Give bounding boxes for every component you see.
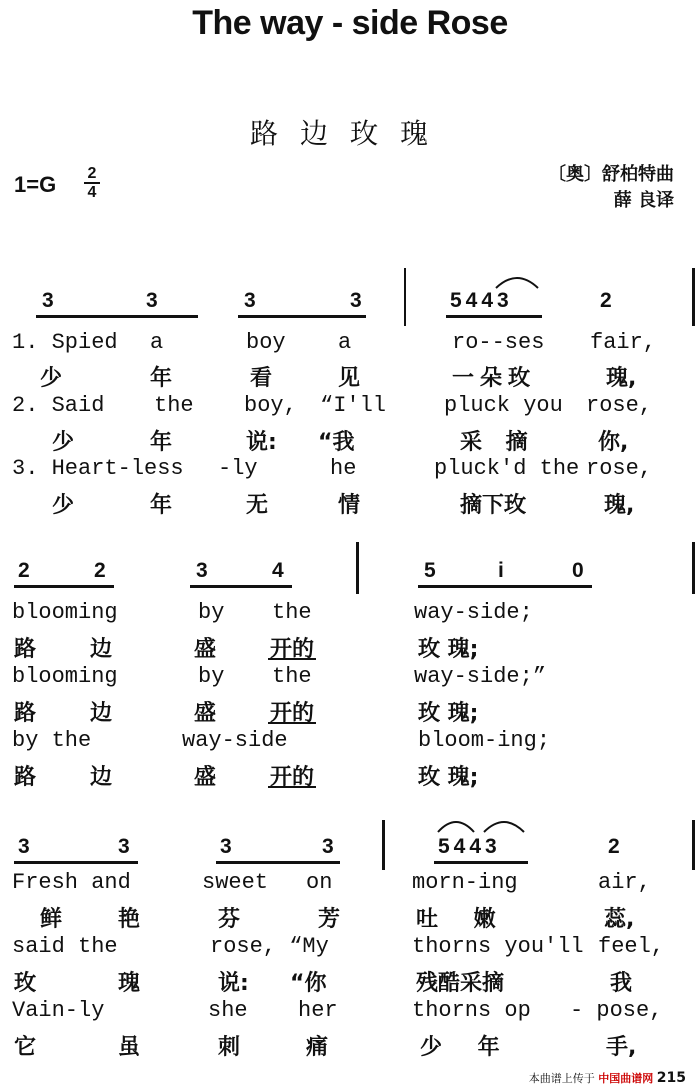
- slur-mark: [482, 814, 526, 834]
- note: 3: [196, 559, 208, 582]
- lyric-zh: 玫: [14, 971, 37, 996]
- barline: [382, 820, 385, 870]
- lyric-zh: “你: [290, 971, 327, 996]
- lyric-zh: 少: [52, 493, 75, 518]
- lyric-zh: 一朵玫: [452, 366, 537, 391]
- lyric-zh: 边: [90, 765, 113, 790]
- lyric: by the: [12, 728, 92, 753]
- composer-credit: 〔奥〕舒柏特曲: [548, 164, 674, 185]
- barline: [692, 820, 695, 870]
- slur-underline: [268, 658, 316, 660]
- lyric-zh: 情: [338, 493, 361, 518]
- lyric-zh: 你,: [598, 430, 629, 455]
- beam: [434, 861, 528, 864]
- lyric-zh: 年: [150, 430, 173, 455]
- lyric: by: [198, 664, 225, 689]
- lyric-zh: 虽: [118, 1035, 141, 1060]
- time-signature: [84, 166, 100, 200]
- lyric: the: [272, 664, 312, 689]
- note: 3: [220, 835, 232, 858]
- lyric-zh: 摘下玫: [460, 493, 527, 518]
- lyric-zh: 采 摘: [460, 430, 536, 455]
- lyric-zh: 看: [250, 366, 273, 391]
- slur-mark: [494, 270, 540, 290]
- lyric: said the: [12, 934, 118, 959]
- lyric-zh: 无: [246, 493, 269, 518]
- lyric: way-side;: [414, 600, 533, 625]
- lyric-zh: 边: [90, 701, 113, 726]
- lyric-zh: 瑰,: [606, 366, 637, 391]
- note: 3: [18, 835, 30, 858]
- lyric-zh: 少: [40, 366, 63, 391]
- lyric: on: [306, 870, 333, 895]
- lyric-zh: 玫 瑰;: [418, 765, 479, 790]
- lyric: air,: [598, 870, 651, 895]
- barline: [356, 542, 359, 594]
- note: 3: [244, 289, 256, 312]
- note: 2: [600, 289, 612, 312]
- note: 3: [350, 289, 362, 312]
- lyric-zh: 芬: [218, 907, 241, 932]
- beam: [418, 585, 592, 588]
- slur-underline: [268, 786, 316, 788]
- lyric: pluck you: [444, 393, 563, 418]
- lyric: rose, “My: [210, 934, 329, 959]
- song-subtitle: 路边玫瑰: [249, 117, 450, 150]
- barline: [404, 268, 406, 326]
- barline: [692, 542, 695, 594]
- lyric-zh: 蕊,: [604, 907, 635, 932]
- note: i: [498, 559, 504, 582]
- lyric-zh: 开的: [270, 637, 315, 662]
- barline: [692, 268, 695, 326]
- lyric-zh: 刺: [218, 1035, 241, 1060]
- lyric: rose,: [586, 393, 653, 418]
- lyric: Vain-ly: [12, 998, 105, 1023]
- lyric: Fresh and: [12, 870, 131, 895]
- lyric: -ly: [218, 456, 258, 481]
- lyric: the: [154, 393, 194, 418]
- lyric-zh: 见: [338, 366, 361, 391]
- lyric-zh: 瑰,: [604, 493, 635, 518]
- lyric: sweet: [202, 870, 269, 895]
- note: 3: [322, 835, 334, 858]
- lyric-zh: 艳: [118, 907, 141, 932]
- beam: [216, 861, 340, 864]
- footer-prefix: 本曲谱上传于: [528, 1072, 595, 1085]
- site-logo[interactable]: 中国曲谱网: [598, 1072, 654, 1085]
- lyric: morn-ing: [412, 870, 518, 895]
- lyric: 3. Heart-less: [12, 456, 184, 481]
- lyric-zh: 路: [14, 701, 37, 726]
- note: 5: [424, 559, 436, 582]
- note: 3: [118, 835, 130, 858]
- note: 2: [18, 559, 30, 582]
- lyric: she: [208, 998, 248, 1023]
- note: 0: [572, 559, 584, 582]
- slur-mark: [436, 814, 476, 834]
- lyric-zh: 说:: [218, 971, 249, 996]
- note: 2: [94, 559, 106, 582]
- lyric: “I'll: [320, 393, 387, 418]
- note: 3: [146, 289, 158, 312]
- beam: [238, 315, 366, 318]
- lyric-zh: 少: [52, 430, 75, 455]
- time-bottom: 4: [87, 184, 97, 201]
- lyric-zh: 路: [14, 637, 37, 662]
- lyric: a: [150, 330, 164, 355]
- lyric-zh: 边: [90, 637, 113, 662]
- time-top: 2: [87, 165, 97, 182]
- note-group: 5443: [450, 289, 513, 312]
- lyric: the: [272, 600, 312, 625]
- lyric-zh: 年: [150, 493, 173, 518]
- lyric: pluck'd the: [434, 456, 580, 481]
- lyric: way-side;”: [414, 664, 547, 689]
- lyric-zh: 玫 瑰;: [418, 701, 479, 726]
- beam: [36, 315, 198, 318]
- lyric: 2. Said: [12, 393, 105, 418]
- lyric-zh: 芳: [318, 907, 341, 932]
- translator-credit: 薛 良译: [613, 190, 674, 211]
- lyric: her: [298, 998, 338, 1023]
- lyric: he: [330, 456, 357, 481]
- lyric-zh: 说:: [246, 430, 277, 455]
- lyric: way-side: [182, 728, 288, 753]
- lyric: boy,: [244, 393, 297, 418]
- lyric-zh: 残酷采摘: [416, 971, 505, 996]
- lyric: rose,: [586, 456, 653, 481]
- lyric-zh: 年: [150, 366, 173, 391]
- lyric: fair,: [590, 330, 657, 355]
- lyric-zh: 盛: [194, 765, 217, 790]
- lyric-zh: 开的: [270, 701, 315, 726]
- note-group: 5443: [438, 835, 501, 858]
- lyric-zh: 它: [14, 1035, 37, 1060]
- lyric-zh: “我: [318, 430, 355, 455]
- slur-underline: [268, 722, 316, 724]
- lyric-zh: 路: [14, 765, 37, 790]
- lyric-zh: 盛: [194, 701, 217, 726]
- lyric: feel,: [598, 934, 665, 959]
- lyric: boy: [246, 330, 286, 355]
- lyric-zh: 盛: [194, 637, 217, 662]
- beam: [14, 585, 114, 588]
- source-footer: [529, 1070, 686, 1086]
- lyric-zh: 手,: [606, 1035, 637, 1060]
- note: 2: [608, 835, 620, 858]
- key-signature: 1=G: [14, 172, 57, 197]
- lyric: thorns op: [412, 998, 531, 1023]
- lyric-zh: 少 年: [420, 1035, 514, 1060]
- lyric: a: [338, 330, 352, 355]
- lyric: blooming: [12, 600, 118, 625]
- page-number: 215: [656, 1070, 686, 1086]
- lyric: blooming: [12, 664, 118, 689]
- lyric: - pose,: [570, 998, 663, 1023]
- lyric: by: [198, 600, 225, 625]
- lyric: ro--ses: [452, 330, 545, 355]
- lyric-zh: 痛: [306, 1035, 329, 1060]
- lyric-zh: 瑰: [118, 971, 141, 996]
- lyric-zh: 开的: [270, 765, 315, 790]
- note: 3: [42, 289, 54, 312]
- beam: [14, 861, 138, 864]
- lyric-zh: 鲜: [40, 907, 63, 932]
- lyric-zh: 我: [610, 971, 633, 996]
- note: 4: [272, 559, 284, 582]
- beam: [190, 585, 292, 588]
- lyric-zh: 玫 瑰;: [418, 637, 479, 662]
- lyric: thorns you'll: [412, 934, 584, 959]
- song-title: The way - side Rose: [192, 4, 508, 42]
- lyric: bloom-ing;: [418, 728, 551, 753]
- beam: [446, 315, 542, 318]
- lyric: 1. Spied: [12, 330, 118, 355]
- lyric-zh: 吐 嫩: [416, 907, 510, 932]
